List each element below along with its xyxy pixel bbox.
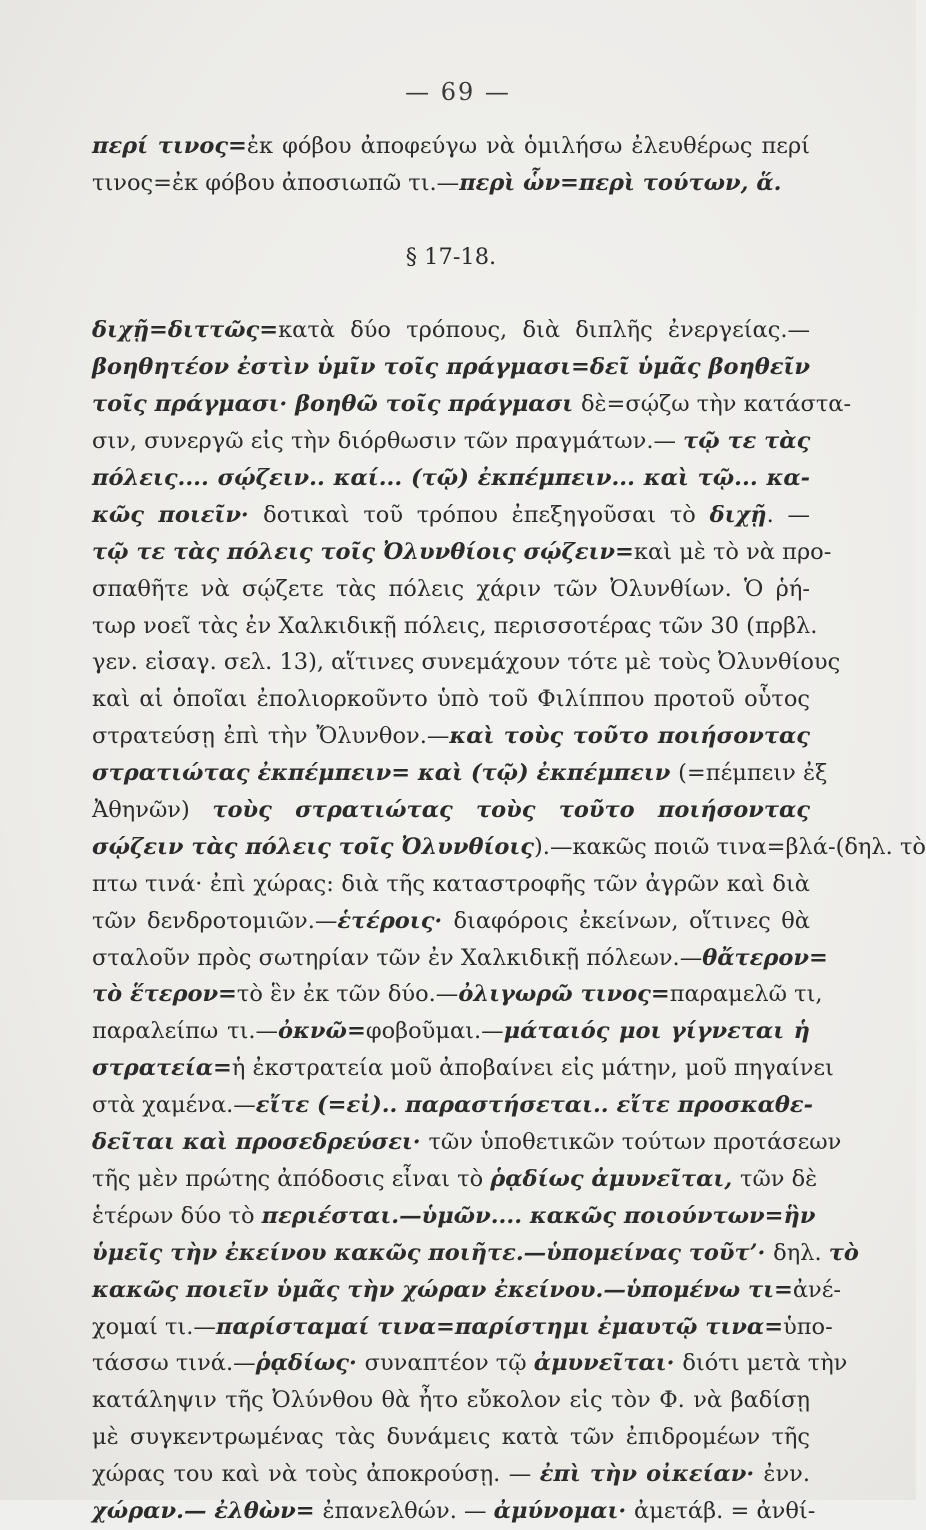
- text-segment: σπαθῆτε νὰ σῴζετε τὰς πόλεις χάριν τῶν Ὀλυνθίων. Ὁ ῥή-: [92, 575, 810, 602]
- text-segment: ῥᾳδίως ἀμυνεῖται,: [490, 1165, 740, 1192]
- text-line: [92, 1272, 841, 1309]
- text-line: [92, 423, 810, 460]
- blank-line: [92, 276, 810, 313]
- text-segment: ἐπὶ τὴν οἰκείαν·: [539, 1461, 764, 1488]
- text-segment: τῷ τε τὰς πόλεις τοῖς Ὀλυνθίοις σῴζειν=: [92, 538, 634, 565]
- text-segment: σταλοῦν πρὸς σωτηρίαν τῶν ἐν Χαλκιδικῇ πόλεων.—: [92, 944, 703, 971]
- text-segment: καὶ τοὺς τοῦτο ποιήσοντας: [449, 723, 811, 750]
- text-segment: κακῶς ποιεῖν ὑμᾶς τὴν χώραν ἐκείνου.—ὑπομένω τι=: [92, 1276, 793, 1303]
- text-line: [92, 1087, 813, 1124]
- text-segment: πόλεις.... σῴζειν.. καί... (τῷ) ἐκπέμπειν... καὶ τῷ... κα-: [92, 465, 810, 492]
- text-segment: ἀμυνεῖται·: [533, 1350, 683, 1377]
- text-segment: κῶς ποιεῖν·: [92, 501, 264, 528]
- text-line: [92, 571, 810, 608]
- text-line: [92, 1198, 816, 1235]
- text-line: [92, 312, 810, 349]
- text-segment: § 17-18.: [405, 243, 497, 270]
- text-segment: χομαί τι.—: [92, 1313, 216, 1340]
- text-line: [92, 460, 810, 497]
- text-segment: μὲ συγκεντρωμένας τὰς δυνάμεις κατὰ τῶν ἐπιδρομέων τῆς: [92, 1424, 810, 1451]
- text-segment: (=πέμπειν ἐξ: [678, 760, 828, 787]
- text-segment: κατάληψιν τῆς Ὀλύνθου θὰ ἦτο εὔκολον εἰς τὸν Φ. νὰ βαδίσῃ: [92, 1387, 810, 1414]
- text-line: [92, 940, 828, 977]
- text-segment: Ἀθηνῶν): [92, 797, 213, 824]
- text-segment: ὀλιγωρῶ τινος=: [458, 981, 670, 1008]
- text-line: [92, 644, 841, 681]
- text-line: [92, 128, 810, 165]
- page-number: — 69 —: [405, 78, 511, 106]
- text-segment: δοτικαὶ τοῦ τρόπου ἐπεξηγοῦσαι τὸ: [263, 501, 710, 528]
- text-segment: τῶν δενδροτομιῶν.—: [92, 907, 338, 934]
- text-segment: χώραν.— ἐλθὼν=: [92, 1497, 323, 1524]
- text-line: [92, 1419, 810, 1456]
- text-segment: τὸ ἓν ἐκ τῶν δύο.—: [236, 981, 459, 1008]
- text-segment: στρατεύσῃ ἐπὶ τὴν Ὄλυνθον.—: [92, 723, 450, 750]
- text-segment: τῷ τε τὰς: [683, 428, 811, 455]
- text-segment: τοὺς στρατιώτας τοὺς τοῦτο ποιήσοντας: [212, 797, 810, 824]
- text-segment: ἀμετάβ. = ἀνθί-: [634, 1497, 816, 1524]
- text-segment: ἐνν.: [763, 1461, 810, 1488]
- text-segment: δὲ=σῴζω τὴν κατάστα-: [580, 391, 852, 418]
- text-line: [92, 903, 810, 940]
- text-segment: διότι μετὰ τὴν: [682, 1350, 848, 1377]
- text-segment: τὸ: [828, 1239, 859, 1266]
- text-segment: στρατιώτας ἐκπέμπειν= καὶ (τῷ) ἐκπέμπειν: [92, 760, 679, 787]
- text-line: [92, 1493, 816, 1530]
- text-segment: τὸ ἕτερον=: [92, 981, 237, 1008]
- section-heading: [92, 239, 810, 276]
- text-segment: ὀκνῶ=: [278, 1018, 366, 1045]
- text-line: [92, 1382, 810, 1419]
- text-segment: κατὰ δύο τρόπους, διὰ διπλῆς ἐνεργείας.—: [278, 317, 810, 344]
- text-segment: θἄτερον=: [702, 944, 828, 971]
- text-segment: πτω τινά· ἐπὶ χώρας: διὰ τῆς καταστροφῆς τῶν ἀγρῶν καὶ διὰ: [92, 870, 810, 897]
- text-line: [92, 866, 810, 903]
- text-segment: σιν, συνεργῶ εἰς τὴν διόρθωσιν τῶν πραγμάτων.—: [92, 428, 684, 455]
- text-segment: στὰ χαμένα.—: [92, 1092, 256, 1119]
- text-segment: εἴτε (=εἰ).. παραστήσεται.. εἴτε προσκαθε-: [255, 1092, 813, 1119]
- text-segment: στρατεία=: [92, 1055, 232, 1082]
- text-segment: (δηλ. τὸ: [835, 833, 926, 860]
- text-segment: σῴζειν τὰς πόλεις τοῖς Ὀλυνθίοις: [92, 833, 535, 860]
- text-segment: δεῖται καὶ προσεδρεύσει·: [92, 1129, 429, 1156]
- text-segment: ῥᾳδίως·: [255, 1350, 365, 1377]
- text-line: [92, 165, 810, 202]
- text-segment: γεν. εἰσαγ. σελ. 13), αἵτινες συνεμάχουν τότε μὲ τοὺς Ὀλυνθίους: [92, 649, 841, 676]
- text-segment: παραμελῶ τι,: [669, 981, 823, 1008]
- text-line: [92, 1309, 833, 1346]
- text-segment: διχῇ=διττῶς=: [92, 317, 279, 344]
- text-segment: διχῇ: [709, 501, 767, 528]
- text-segment: μάταιός μοι γίγνεται ἡ: [503, 1018, 810, 1045]
- text-line: [92, 976, 823, 1013]
- text-line: [92, 349, 810, 386]
- text-segment: περί τινος=: [92, 133, 247, 159]
- text-segment: δηλ.: [773, 1239, 829, 1266]
- text-line: [92, 1013, 810, 1050]
- text-segment: ἐπανελθών. —: [322, 1497, 494, 1524]
- text-segment: περιέσται.—ὑμῶν.... κακῶς ποιούντων=ἣν: [261, 1202, 816, 1229]
- text-segment: ).—κακῶς ποιῶ τινα=βλά-: [534, 833, 836, 860]
- text-line: [92, 534, 832, 571]
- commentary-text: [92, 128, 926, 1530]
- text-line: [92, 829, 926, 866]
- blank-line: [92, 202, 810, 239]
- text-segment: καὶ αἱ ὁποῖαι ἐπολιορκοῦντο ὑπὸ τοῦ Φιλίππου προτοῦ οὗτος: [92, 686, 810, 713]
- text-segment: . —: [766, 501, 810, 528]
- text-segment: τῶν δὲ: [740, 1165, 818, 1192]
- text-segment: περὶ ὧν=περὶ τούτων, ἅ.: [459, 169, 782, 196]
- text-segment: ἑτέροις·: [337, 907, 454, 934]
- text-line: [92, 792, 810, 829]
- text-line: [92, 755, 828, 792]
- text-line: [92, 1345, 848, 1382]
- text-line: [92, 1456, 810, 1493]
- text-segment: τινος=ἐκ φόβου ἀποσιωπῶ τι.—: [92, 169, 460, 196]
- text-segment: παρίσταμαί τινα=παρίστημι ἐμαυτῷ τινα=: [215, 1313, 784, 1340]
- text-segment: παραλείπω τι.—: [92, 1018, 279, 1045]
- text-line: [92, 681, 810, 718]
- text-segment: χώρας του καὶ νὰ τοὺς ἀποκρούσῃ. —: [92, 1461, 540, 1488]
- text-segment: τάσσω τινά.—: [92, 1350, 256, 1377]
- text-line: [92, 386, 852, 423]
- text-segment: ὑμεῖς τὴν ἐκείνου κακῶς ποιῆτε.—ὑπομείνας τοῦτ’·: [92, 1239, 774, 1266]
- text-line: [92, 1124, 842, 1161]
- text-line: [92, 1050, 834, 1087]
- text-segment: ἀμύνομαι·: [493, 1497, 635, 1524]
- text-segment: βοηθητέον ἐστὶν ὑμῖν τοῖς πράγμασι=δεῖ ὑμᾶς βοηθεῖν: [92, 354, 810, 381]
- text-segment: ἀνέ-: [792, 1276, 841, 1303]
- text-line: [92, 608, 818, 645]
- text-segment: διαφόροις ἐκείνων, οἵτινες θὰ: [453, 907, 810, 934]
- text-segment: καὶ μὲ τὸ νὰ προ-: [633, 538, 832, 565]
- text-line: [92, 497, 810, 534]
- text-segment: ὑπο-: [783, 1313, 833, 1340]
- text-segment: φοβοῦμαι.—: [365, 1018, 504, 1045]
- text-segment: ἡ ἐκστρατεία μοῦ ἀποβαίνει εἰς μάτην, μοῦ πηγαίνει: [231, 1055, 834, 1082]
- text-line: [92, 718, 810, 755]
- text-line: [92, 1235, 859, 1272]
- text-segment: ἐκ φόβου ἀποφεύγω νὰ ὁμιλήσω ἐλευθέρως περί: [246, 133, 810, 159]
- text-segment: τοῖς πράγμασι· βοηθῶ τοῖς πράγμασι: [92, 391, 581, 418]
- text-segment: συναπτέον τῷ: [364, 1350, 534, 1377]
- text-segment: τῆς μὲν πρώτης ἀπόδοσις εἶναι τὸ: [92, 1165, 491, 1192]
- text-segment: τωρ νοεῖ τὰς ἐν Χαλκιδικῇ πόλεις, περισσοτέρας τῶν 30 (πρβλ.: [92, 612, 818, 639]
- text-line: [92, 1161, 818, 1198]
- text-segment: τῶν ὑποθετικῶν τούτων προτάσεων: [428, 1129, 842, 1156]
- text-segment: ἑτέρων δύο τὸ: [92, 1202, 262, 1229]
